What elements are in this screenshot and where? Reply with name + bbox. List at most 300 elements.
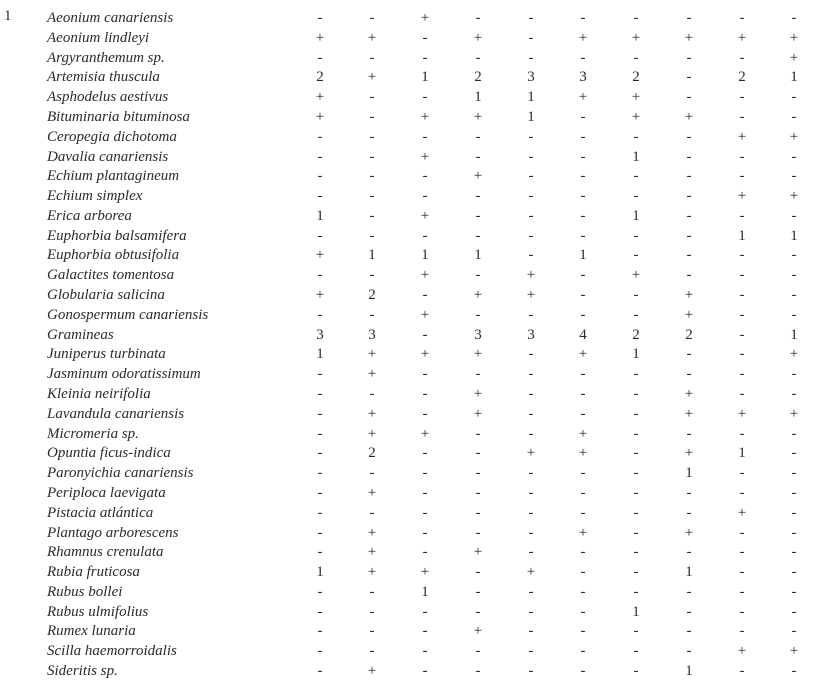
abundance-cell: - [422, 663, 428, 680]
abundance-cell: + [420, 10, 430, 26]
abundance-cell: - [369, 267, 375, 284]
table-row [0, 621, 818, 641]
abundance-cell: - [317, 10, 323, 26]
species-name: Asphodelus aestivus [47, 89, 169, 106]
abundance-cell: - [791, 287, 797, 304]
abundance-cell: - [580, 544, 586, 561]
species-name: Bituminaria bituminosa [47, 108, 190, 125]
abundance-cell: - [739, 583, 745, 600]
species-name: Kleinia neirifolia [47, 386, 151, 402]
abundance-cell: - [580, 148, 586, 165]
abundance-cell: 3 [579, 69, 587, 86]
abundance-cell: - [791, 603, 797, 620]
abundance-cell: - [369, 306, 375, 323]
abundance-cell: - [475, 465, 481, 482]
abundance-cell: + [789, 643, 799, 660]
abundance-cell: - [633, 306, 639, 323]
abundance-cell: - [422, 188, 428, 205]
abundance-cell: 2 [368, 445, 376, 462]
abundance-cell: 2 [632, 69, 640, 86]
abundance-cell: + [789, 346, 799, 363]
abundance-cell: - [686, 504, 692, 521]
abundance-cell: - [369, 148, 375, 165]
abundance-cell: + [367, 29, 377, 46]
abundance-cell: - [739, 564, 745, 581]
species-name: Paronyichia canariensis [47, 465, 194, 482]
abundance-cell: - [791, 663, 797, 680]
abundance-cell: + [684, 405, 694, 422]
species-name: Gonospermum canariensis [47, 306, 209, 323]
abundance-cell: - [686, 366, 692, 383]
abundance-cell: - [369, 227, 375, 244]
abundance-cell: - [739, 207, 745, 224]
species-name: Rhamnus crenulata [47, 544, 164, 561]
abundance-cell: - [369, 623, 375, 640]
abundance-cell: - [317, 583, 323, 600]
abundance-cell: - [633, 504, 639, 521]
abundance-cell: - [317, 425, 323, 442]
abundance-cell: - [528, 188, 534, 205]
abundance-cell: - [686, 267, 692, 284]
abundance-cell: - [475, 227, 481, 244]
abundance-cell: - [475, 643, 481, 660]
abundance-cell: + [631, 108, 641, 125]
abundance-cell: 1 [527, 89, 535, 106]
abundance-cell: - [791, 465, 797, 482]
species-name: Euphorbia balsamifera [47, 227, 187, 244]
abundance-cell: + [684, 445, 694, 462]
table-row [0, 28, 818, 48]
abundance-cell: - [317, 623, 323, 640]
table-row [0, 48, 818, 68]
abundance-cell: + [473, 544, 483, 561]
table-row [0, 582, 818, 602]
abundance-cell: 1 [421, 69, 429, 86]
species-name: Plantago arborescens [47, 524, 179, 541]
abundance-cell: - [422, 445, 428, 462]
abundance-cell: 1 [579, 247, 587, 264]
species-name: Aeonium canariensis [47, 10, 174, 26]
abundance-cell: 2 [738, 69, 746, 86]
abundance-cell: + [473, 287, 483, 304]
abundance-cell: 1 [632, 603, 640, 620]
abundance-cell: + [420, 108, 430, 125]
abundance-cell: - [580, 49, 586, 66]
abundance-cell: 2 [368, 287, 376, 304]
abundance-cell: - [633, 663, 639, 680]
abundance-cell: - [580, 207, 586, 224]
abundance-cell: - [475, 306, 481, 323]
abundance-cell: - [633, 445, 639, 462]
abundance-cell: - [739, 484, 745, 501]
abundance-cell: - [686, 128, 692, 145]
abundance-cell: - [475, 10, 481, 26]
table-row [0, 562, 818, 582]
abundance-cell: - [317, 306, 323, 323]
abundance-cell: - [791, 504, 797, 521]
abundance-cell: + [367, 425, 377, 442]
abundance-cell: 2 [685, 326, 693, 343]
abundance-cell: 1 [474, 89, 482, 106]
abundance-cell: + [578, 445, 588, 462]
abundance-cell: - [475, 49, 481, 66]
abundance-cell: - [580, 128, 586, 145]
abundance-cell: - [422, 227, 428, 244]
species-name: Aeonium lindleyi [47, 29, 150, 46]
abundance-cell: + [473, 386, 483, 402]
abundance-cell: - [791, 10, 797, 26]
abundance-cell: - [317, 267, 323, 284]
abundance-cell: - [739, 267, 745, 284]
abundance-cell: - [528, 544, 534, 561]
abundance-cell: - [475, 663, 481, 680]
abundance-cell: 1 [421, 247, 429, 264]
abundance-cell: - [422, 484, 428, 501]
abundance-cell: - [739, 10, 745, 26]
abundance-cell: + [789, 405, 799, 422]
abundance-cell: + [473, 405, 483, 422]
abundance-cell: - [633, 386, 639, 402]
abundance-cell: - [317, 366, 323, 383]
abundance-cell: - [528, 465, 534, 482]
abundance-cell: - [686, 69, 692, 86]
abundance-cell: - [791, 267, 797, 284]
abundance-cell: 1 [316, 207, 324, 224]
species-name: Davalia canariensis [47, 148, 169, 165]
abundance-cell: - [475, 128, 481, 145]
abundance-cell: - [739, 663, 745, 680]
abundance-cell: - [422, 128, 428, 145]
abundance-cell: - [686, 603, 692, 620]
abundance-cell: + [420, 346, 430, 363]
abundance-cell: - [528, 366, 534, 383]
species-name: Gramineas [47, 326, 114, 343]
abundance-cell: 1 [738, 445, 746, 462]
abundance-cell: - [686, 425, 692, 442]
abundance-cell: - [791, 564, 797, 581]
abundance-cell: - [580, 10, 586, 26]
abundance-cell: 1 [685, 465, 693, 482]
abundance-cell: - [528, 247, 534, 264]
abundance-cell: - [317, 128, 323, 145]
abundance-cell: - [422, 89, 428, 106]
abundance-cell: + [789, 188, 799, 205]
abundance-cell: 2 [474, 69, 482, 86]
abundance-cell: - [633, 188, 639, 205]
abundance-cell: - [633, 643, 639, 660]
table-row [0, 463, 818, 483]
abundance-cell: 1 [316, 346, 324, 363]
abundance-cell: + [420, 425, 430, 442]
abundance-cell: + [578, 89, 588, 106]
abundance-cell: - [369, 168, 375, 185]
abundance-cell: - [422, 544, 428, 561]
abundance-cell: - [317, 544, 323, 561]
abundance-cell: - [739, 603, 745, 620]
abundance-cell: + [473, 168, 483, 185]
abundance-cell: - [528, 346, 534, 363]
abundance-cell: - [475, 583, 481, 600]
abundance-cell: - [580, 623, 586, 640]
abundance-cell: - [633, 247, 639, 264]
species-name: Echium plantagineum [47, 168, 180, 185]
abundance-cell: - [633, 128, 639, 145]
abundance-cell: 1 [368, 247, 376, 264]
abundance-cell: - [739, 366, 745, 383]
abundance-cell: 1 [738, 227, 746, 244]
abundance-cell: + [367, 484, 377, 501]
abundance-cell: - [633, 405, 639, 422]
abundance-cell: - [528, 29, 534, 46]
abundance-cell: + [789, 29, 799, 46]
abundance-cell: - [422, 405, 428, 422]
abundance-cell: - [739, 89, 745, 106]
abundance-cell: - [422, 524, 428, 541]
abundance-cell: - [686, 49, 692, 66]
abundance-cell: - [317, 386, 323, 402]
abundance-cell: + [684, 524, 694, 541]
abundance-cell: - [528, 603, 534, 620]
abundance-cell: 1 [790, 227, 798, 244]
abundance-cell: - [422, 603, 428, 620]
abundance-cell: - [686, 207, 692, 224]
abundance-cell: + [631, 29, 641, 46]
abundance-cell: - [317, 465, 323, 482]
abundance-cell: + [684, 29, 694, 46]
abundance-cell: - [580, 663, 586, 680]
abundance-cell: - [686, 623, 692, 640]
abundance-cell: - [580, 643, 586, 660]
abundance-cell: - [686, 188, 692, 205]
abundance-cell: + [315, 89, 325, 106]
abundance-cell: - [580, 108, 586, 125]
table-row [0, 265, 818, 285]
abundance-cell: - [686, 89, 692, 106]
table-row [0, 127, 818, 147]
abundance-cell: - [475, 207, 481, 224]
abundance-cell: + [420, 267, 430, 284]
abundance-cell: - [739, 386, 745, 402]
abundance-cell: - [475, 524, 481, 541]
abundance-cell: - [528, 583, 534, 600]
abundance-cell: - [686, 168, 692, 185]
abundance-cell: - [475, 484, 481, 501]
abundance-cell: - [739, 425, 745, 442]
abundance-cell: 2 [632, 326, 640, 343]
abundance-cell: - [580, 366, 586, 383]
abundance-cell: - [739, 168, 745, 185]
abundance-cell: - [739, 346, 745, 363]
abundance-cell: + [315, 287, 325, 304]
abundance-cell: - [686, 148, 692, 165]
abundance-cell: 4 [579, 326, 587, 343]
abundance-cell: - [422, 168, 428, 185]
abundance-cell: + [789, 49, 799, 66]
abundance-cell: + [684, 306, 694, 323]
abundance-cell: + [473, 29, 483, 46]
abundance-cell: - [791, 484, 797, 501]
abundance-cell: - [475, 504, 481, 521]
abundance-cell: - [791, 207, 797, 224]
abundance-cell: - [317, 484, 323, 501]
abundance-cell: - [791, 366, 797, 383]
abundance-cell: - [791, 306, 797, 323]
abundance-cell: - [369, 49, 375, 66]
abundance-cell: - [791, 425, 797, 442]
abundance-cell: - [528, 484, 534, 501]
abundance-cell: 1 [632, 207, 640, 224]
table-row [0, 226, 818, 246]
abundance-cell: - [475, 148, 481, 165]
abundance-cell: - [317, 603, 323, 620]
abundance-cell: - [686, 583, 692, 600]
abundance-cell: - [580, 227, 586, 244]
abundance-cell: - [686, 247, 692, 264]
abundance-cell: - [739, 148, 745, 165]
abundance-cell: - [528, 227, 534, 244]
abundance-cell: - [686, 346, 692, 363]
abundance-cell: - [317, 643, 323, 660]
abundance-cell: 1 [474, 247, 482, 264]
abundance-cell: - [739, 623, 745, 640]
abundance-cell: - [739, 544, 745, 561]
abundance-cell: - [686, 643, 692, 660]
abundance-cell: - [317, 524, 323, 541]
abundance-cell: - [475, 267, 481, 284]
abundance-cell: - [528, 504, 534, 521]
abundance-cell: + [526, 267, 536, 284]
abundance-cell: - [475, 366, 481, 383]
abundance-cell: + [367, 69, 377, 86]
abundance-cell: - [475, 603, 481, 620]
abundance-cell: - [369, 504, 375, 521]
abundance-cell: - [317, 504, 323, 521]
abundance-cell: + [737, 29, 747, 46]
abundance-cell: - [580, 583, 586, 600]
abundance-cell: + [789, 128, 799, 145]
abundance-cell: - [422, 326, 428, 343]
table-row [0, 364, 818, 384]
species-name: Rubus bollei [47, 583, 123, 600]
species-name: Opuntia ficus-indica [47, 445, 171, 462]
abundance-cell: 3 [527, 69, 535, 86]
abundance-cell: - [580, 405, 586, 422]
abundance-cell: + [737, 128, 747, 145]
abundance-cell: + [473, 108, 483, 125]
abundance-cell: - [633, 425, 639, 442]
abundance-cell: - [528, 168, 534, 185]
table-row [0, 602, 818, 622]
abundance-cell: - [317, 168, 323, 185]
abundance-cell: - [686, 484, 692, 501]
abundance-cell: 1 [316, 564, 324, 581]
abundance-cell: - [739, 465, 745, 482]
abundance-cell: - [791, 445, 797, 462]
abundance-cell: - [580, 484, 586, 501]
abundance-cell: - [791, 524, 797, 541]
abundance-cell: - [475, 564, 481, 581]
table-row [0, 325, 818, 345]
abundance-cell: - [633, 564, 639, 581]
abundance-cell: + [367, 524, 377, 541]
abundance-cell: - [739, 326, 745, 343]
abundance-cell: - [528, 306, 534, 323]
abundance-cell: 3 [316, 326, 324, 343]
abundance-cell: - [528, 425, 534, 442]
abundance-cell: + [631, 89, 641, 106]
table-row [0, 87, 818, 107]
abundance-cell: - [528, 663, 534, 680]
species-name: Rumex lunaria [47, 623, 136, 640]
abundance-cell: - [580, 188, 586, 205]
abundance-cell: - [369, 89, 375, 106]
abundance-cell: - [475, 188, 481, 205]
abundance-cell: - [369, 128, 375, 145]
table-row [0, 245, 818, 265]
table-row [0, 8, 818, 28]
abundance-cell: + [578, 346, 588, 363]
abundance-cell: - [528, 128, 534, 145]
table-row [0, 641, 818, 661]
abundance-cell: - [528, 643, 534, 660]
abundance-cell: - [422, 287, 428, 304]
table-row [0, 107, 818, 127]
abundance-cell: 1 [421, 583, 429, 600]
abundance-cell: - [580, 386, 586, 402]
abundance-cell: - [317, 49, 323, 66]
abundance-cell: + [737, 643, 747, 660]
table-row [0, 166, 818, 186]
abundance-cell: - [791, 386, 797, 402]
species-name: Jasminum odoratissimum [47, 366, 201, 383]
abundance-cell: - [422, 386, 428, 402]
table-row [0, 661, 818, 681]
species-name: Rubus ulmifolius [47, 603, 149, 620]
abundance-cell: - [791, 108, 797, 125]
abundance-cell: - [633, 366, 639, 383]
species-name: Rubia fruticosa [47, 564, 140, 581]
table-row [0, 186, 818, 206]
abundance-cell: - [791, 168, 797, 185]
abundance-cell: - [686, 10, 692, 26]
abundance-cell: - [739, 247, 745, 264]
abundance-cell: - [580, 504, 586, 521]
abundance-cell: + [367, 544, 377, 561]
abundance-cell: - [369, 386, 375, 402]
abundance-cell: - [422, 643, 428, 660]
abundance-cell: - [633, 49, 639, 66]
species-name: Ceropegia dichotoma [47, 128, 177, 145]
abundance-cell: - [686, 544, 692, 561]
abundance-cell: - [580, 603, 586, 620]
abundance-cell: + [737, 405, 747, 422]
table-row [0, 206, 818, 226]
abundance-cell: 3 [474, 326, 482, 343]
abundance-cell: - [422, 29, 428, 46]
abundance-cell: - [369, 108, 375, 125]
abundance-cell: - [791, 544, 797, 561]
abundance-cell: - [317, 188, 323, 205]
abundance-cell: - [317, 663, 323, 680]
species-name: Euphorbia obtusifolia [47, 247, 180, 264]
abundance-cell: - [475, 425, 481, 442]
table-row [0, 424, 818, 444]
abundance-cell: + [526, 445, 536, 462]
table-number: 1 [4, 8, 12, 24]
abundance-cell: - [317, 405, 323, 422]
abundance-cell: + [367, 663, 377, 680]
abundance-cell: - [633, 465, 639, 482]
